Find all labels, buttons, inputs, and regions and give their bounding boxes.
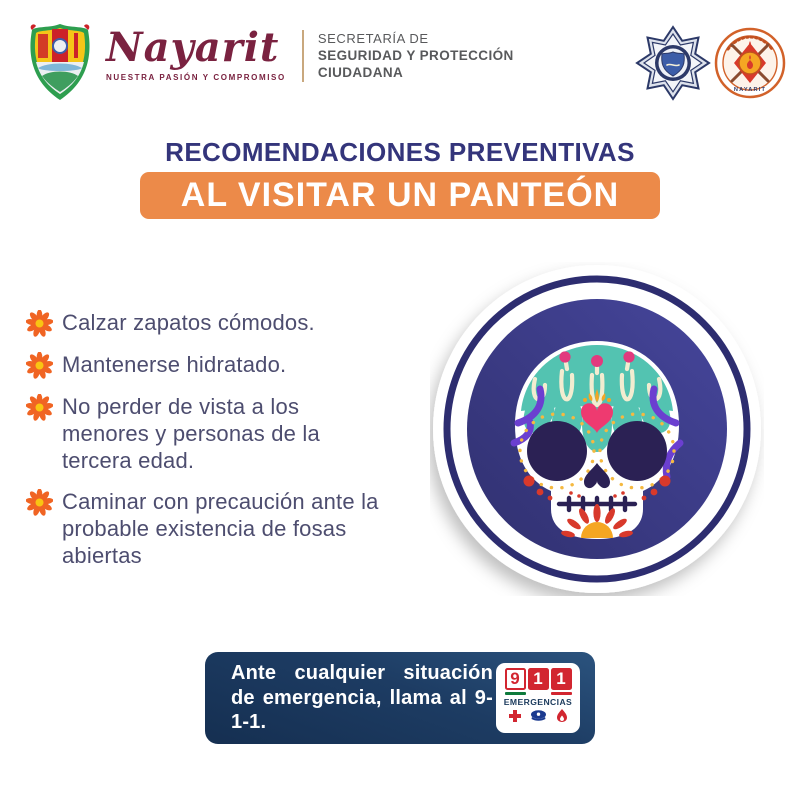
state-police-badge-icon	[634, 24, 712, 102]
marigold-bullet-icon	[26, 310, 53, 337]
secretariat-line3: CIUDADANA	[317, 65, 404, 80]
list-item	[26, 351, 392, 379]
digit-1: 1	[528, 668, 549, 690]
recommendation-text: Calzar zapatos cómodos.	[62, 310, 315, 335]
secretariat-title	[318, 22, 514, 80]
marigold-bullet-icon	[26, 394, 53, 421]
police-cap-icon	[530, 710, 547, 721]
emergency-message: Ante cualquier situación de emergencia, llama al 9-1-1.	[231, 662, 493, 734]
badge-pc-bottom-text: NAYARIT	[733, 87, 767, 93]
sugar-skull-illustration	[430, 262, 764, 596]
civil-protection-badge-icon	[714, 27, 786, 99]
recommendation-text: Mantenerse hidratado.	[62, 352, 287, 377]
list-item	[26, 309, 392, 337]
recommendations-list	[26, 309, 392, 583]
header-divider	[302, 30, 304, 82]
medical-cross-icon	[509, 710, 521, 722]
fire-icon	[556, 709, 568, 722]
911-digits	[505, 668, 572, 690]
title-banner-text: AL VISITAR UN PANTEÓN	[180, 176, 620, 214]
marigold-bullet-icon	[26, 489, 53, 516]
secretariat-line1: SECRETARÍA DE	[317, 31, 429, 46]
emergency-icons	[509, 709, 568, 722]
title-banner	[140, 172, 660, 219]
nayarit-coat-of-arms-icon	[26, 22, 94, 104]
emergencias-label: EMERGENCIAS	[503, 697, 573, 707]
911-logo	[496, 663, 580, 733]
digit-1: 1	[551, 668, 572, 690]
list-item	[26, 393, 392, 474]
header	[26, 22, 786, 108]
digit-9: 9	[505, 668, 526, 690]
agency-badges	[634, 22, 786, 102]
brand-name: Nayarit	[106, 24, 280, 71]
emergency-footer	[205, 652, 595, 744]
brand-block	[106, 22, 286, 82]
list-item	[26, 488, 392, 569]
brand-tagline: NUESTRA PASIÓN Y COMPROMISO	[106, 73, 286, 82]
secretariat-line2: SEGURIDAD Y PROTECCIÓN	[317, 48, 514, 63]
recommendation-text: No perder de vista a los menores y personas de la tercera edad.	[62, 394, 320, 474]
recommendation-text: Caminar con precaución ante la probable existencia de fosas abiertas	[62, 489, 379, 569]
marigold-bullet-icon	[26, 352, 53, 379]
mexico-flag-bar	[505, 692, 572, 695]
page-title: RECOMENDACIONES PREVENTIVAS	[165, 137, 635, 167]
